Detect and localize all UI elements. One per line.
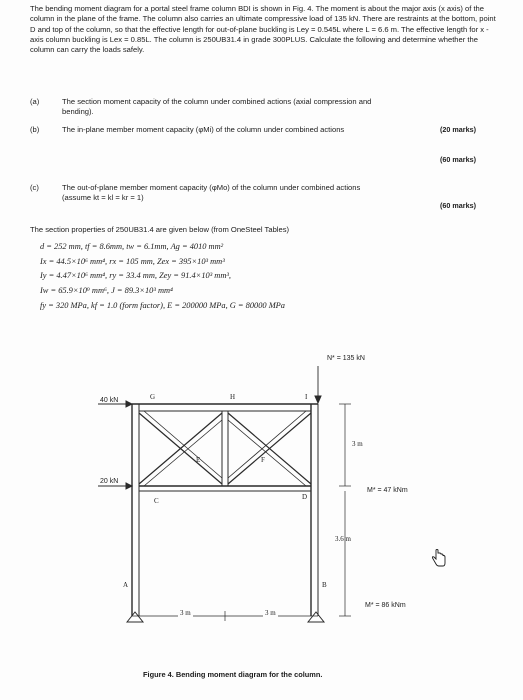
dimension-36m-label: 3.6 m: [335, 535, 351, 543]
node-B-label: B: [322, 581, 327, 589]
brace-G-E-inner: [144, 411, 222, 478]
dimension-left-3m-label: 3 m: [180, 609, 191, 617]
axial-load-arrowhead: [315, 396, 321, 403]
brace-C-H-inner: [144, 420, 222, 486]
load-20-arrowhead: [126, 483, 132, 489]
property-line-1: d = 252 mm, tf = 8.6mm, tw = 6.1mm, Ag = 4010 mm²: [40, 242, 224, 251]
frame-members: [127, 404, 324, 622]
brace-F-I-inner: [228, 411, 306, 478]
question-c-line2: (assume kt = kl = kr = 1): [62, 193, 144, 202]
brace-H-D-inner: [228, 420, 306, 486]
hand-cursor-icon: [431, 549, 447, 567]
node-I-label: I: [305, 393, 308, 401]
question-c-line1: The out-of-plane member moment capacity (φMo) of the column under combined actions: [62, 183, 361, 192]
moment-bottom-label: M* = 86 kNm: [365, 602, 406, 609]
node-E-label: E: [196, 456, 201, 464]
property-line-5: fy = 320 MPa, kf = 1.0 (form factor), E = 200000 MPa, G = 80000 MPa: [40, 300, 285, 310]
node-C-label: C: [154, 497, 159, 505]
node-A-label: A: [123, 581, 129, 589]
node-G-label: G: [150, 393, 156, 401]
node-D-label: D: [302, 493, 308, 501]
axial-load-label: N* = 135 kN: [327, 355, 365, 362]
question-c-label: (c): [30, 183, 39, 192]
node-H-label: H: [230, 393, 236, 401]
property-line-2: Ix = 44.5×10⁶ mm⁴, rx = 105 mm, Zex = 395×10³ mm³: [40, 256, 225, 266]
load-20-label: 20 kN: [100, 478, 119, 485]
load-40-label: 40 kN: [100, 397, 119, 404]
question-a-marks: (20 marks): [440, 125, 476, 134]
figure-caption: Figure 4. Bending moment diagram for the column.: [143, 670, 323, 679]
question-b-marks: (60 marks): [440, 155, 476, 164]
question-b-text: The in-plane member moment capacity (φMi) of the column under combined actions: [62, 125, 345, 134]
problem-statement: The bending moment diagram for a portal steel frame column BDI is shown in Fig. 4. The moment is about the major axis (x axis) of the column in the plane of the frame. The column also carries an ultimate compressive load of 135 kN. There are restraints at the bottom, point D and top of the column, so that the effective length for out-of-plane buckling is Ley = 0.545L where L = 6.6 m. The effective length for x - axis column buckling is Lex = 0.85L. The column is 250UB31.4 in grade 300PLUS. Calculate the following and determine whether the column can carry the loads safely.: [30, 4, 496, 55]
question-a-line1: The section moment capacity of the column under combined actions (axial compression and: [62, 97, 372, 106]
dimension-3m-label: 3 m: [352, 440, 363, 448]
question-b-label: (b): [30, 125, 40, 134]
support-A: [127, 612, 143, 622]
question-c-marks: (60 marks): [440, 201, 476, 210]
dimension-right-3m-label: 3 m: [265, 609, 276, 617]
node-F-label: F: [261, 456, 265, 464]
load-40-arrowhead: [126, 401, 132, 407]
section-properties-intro: The section properties of 250UB31.4 are given below (from OneSteel Tables): [30, 225, 290, 234]
property-line-4: Iw = 65.9×10⁹ mm⁶, J = 89.3×10³ mm⁴: [40, 286, 173, 296]
question-a-line2: bending).: [62, 107, 94, 116]
moment-top-label: M* = 47 kNm: [367, 487, 408, 494]
question-a-label: (a): [30, 97, 40, 106]
property-line-3: Iy = 4.47×10⁶ mm⁴, ry = 33.4 mm, Zey = 91.4×10³ mm³,: [40, 271, 231, 281]
